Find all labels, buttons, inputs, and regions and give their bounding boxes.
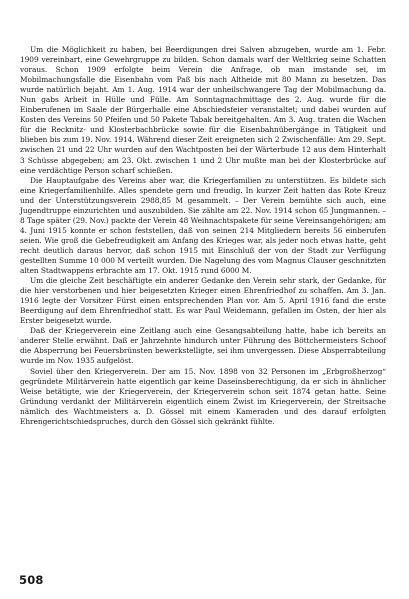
paragraph-military-association: Soviel über den Kriegerverein. Der am 15. Nov. 1898 von 32 Personen im „Erbgroßherzog“ gegründete Militärverein hatte eigentlich gar keine Daseinsberechtigung, da er sich in ähnlicher Weise betätigte, wie der Kriegerverein, der Kriegerverein schon seit 1874 getan hatte. Seine Gründung verdankt der Militärverein eigentlich einem Zwist im Kriegerverein, der Streitsache nämlich des Wachtmeisters a. D. Gössel mit einem Kameraden und des darauf erfolgten Ehrengerichtschiedspruches, durch den Gössel sich gekränkt fühlte. bbox=[20, 366, 386, 426]
body-text bbox=[20, 45, 386, 427]
paragraph-family-support: Die Hauptaufgabe des Vereins aber war, die Kriegerfamilien zu unterstützen. Es bildete sich eine Kriegerfamilienhilfe. Alles spendete gern und freudig. In kurzer Zeit hatten das Rote Kreuz und der Unterstützungsverein 2988,85 M gesammelt. – Der Verein bemühte sich auch, eine Jugendtruppe einzurichten und auszubilden. Sie zählte am 22. Nov. 1914 schon 65 Jungmannen. – 8 Tage später (29. Nov.) packte der Verein 48 Weihnachtspakete für seine Vereinsangehörigen; am 4. Juni 1915 konnte er schon feststellen, daß von seinen 214 Mitgliedern bereits 56 einberufen seien. Wie groß die Gebefreudigkeit am Anfang des Krieges war, als jeder noch etwas hatte, geht recht deutlich daraus hervor, daß schon 1915 mit Einschluß der von der Stadt zur Verfügung gestellten Summe 10 000 M verteilt wurden. Die Nagelung des vom Magnus Clauser geschnitzten alten Stadtwappens erbrachte am 17. Okt. 1915 rund 6000 M. bbox=[20, 175, 386, 276]
paragraph-salvos-mobilization: Um die Möglichkeit zu haben, bei Beerdigungen drei Salven abzugeben, wurde am 1. Febr. 1909 vereinbart, eine Gewehrgruppe zu bilden. Schon damals warf der Weltkrieg seine Schatten voraus. Schon 1909 erfolgte beim Verein die Anfrage, ob man imstande sei, im Mobilmachungsfalle die Eisenbahn vom Paß bis nach Altheide mit 80 Mann zu besetzen. Das wurde natürlich bejaht. Am 1. Aug. 1914 war der unheilschwangere Tag der Mobilmachung da. Nun gabs Arbeit in Hülle und Fülle. Am Sonntagnachmittage des 2. Aug. wurde für die Einberufenen im Saale der Bürgerhalle eine Abschiedsfeier veranstaltet; und dabei wurden auf Kosten des Vereins 50 Pfeifen und 50 Pakete Tabak bereitgehalten. Am 3. Aug. traten die Wachen für die Recknitz- und Klosterbachbrücke sowie für die Eisenbahnübergänge in Tätigkeit und blieben bis zum 19. Nov. 1914. Während dieser Zeit ereigneten sich 2 Zwischenfälle: Am 29. Sept. zwischen 21 und 22 Uhr wurden auf den Wachtposten bei der Wärterbude 12 aus dem Hinterhalt 3 Schüsse abgegeben; am 23. Okt. zwischen 1 und 2 Uhr mußte man bei der Klosterbrücke auf eine verdächtige Person scharf schießen. bbox=[20, 45, 386, 175]
page-number: 508 bbox=[19, 573, 44, 587]
paragraph-memorial-cemetery: Um die gleiche Zeit beschäftigte ein anderer Gedanke den Verein sehr stark, der Gedanke, für die hier verstorbenen und hier beigesetzten Krieger einen Ehrenfriedhof zu schaffen. Am 3. Jan. 1916 legte der Vorsitzer Fürst einen entsprechenden Plan vor. Am 5. April 1916 fand die erste Beerdigung auf dem Ehrenfriedhof statt. Es war Paul Weidemann, gefallen im Osten, der hier als Erster beigesetzt wurde. bbox=[20, 276, 386, 326]
paragraph-singing-fire-cordon: Daß der Kriegerverein eine Zeitlang auch eine Gesangsabteilung hatte, habe ich bereits an anderer Stelle erwähnt. Daß er Jahrzehnte hindurch unter Führung des Böttchermeisters Schoof die Absperrung bei Feuersbrünsten bewerkstelligte, sei ihm unvergessen. Diese Absperrabteilung wurde im Nov. 1935 aufgelöst. bbox=[20, 326, 386, 366]
